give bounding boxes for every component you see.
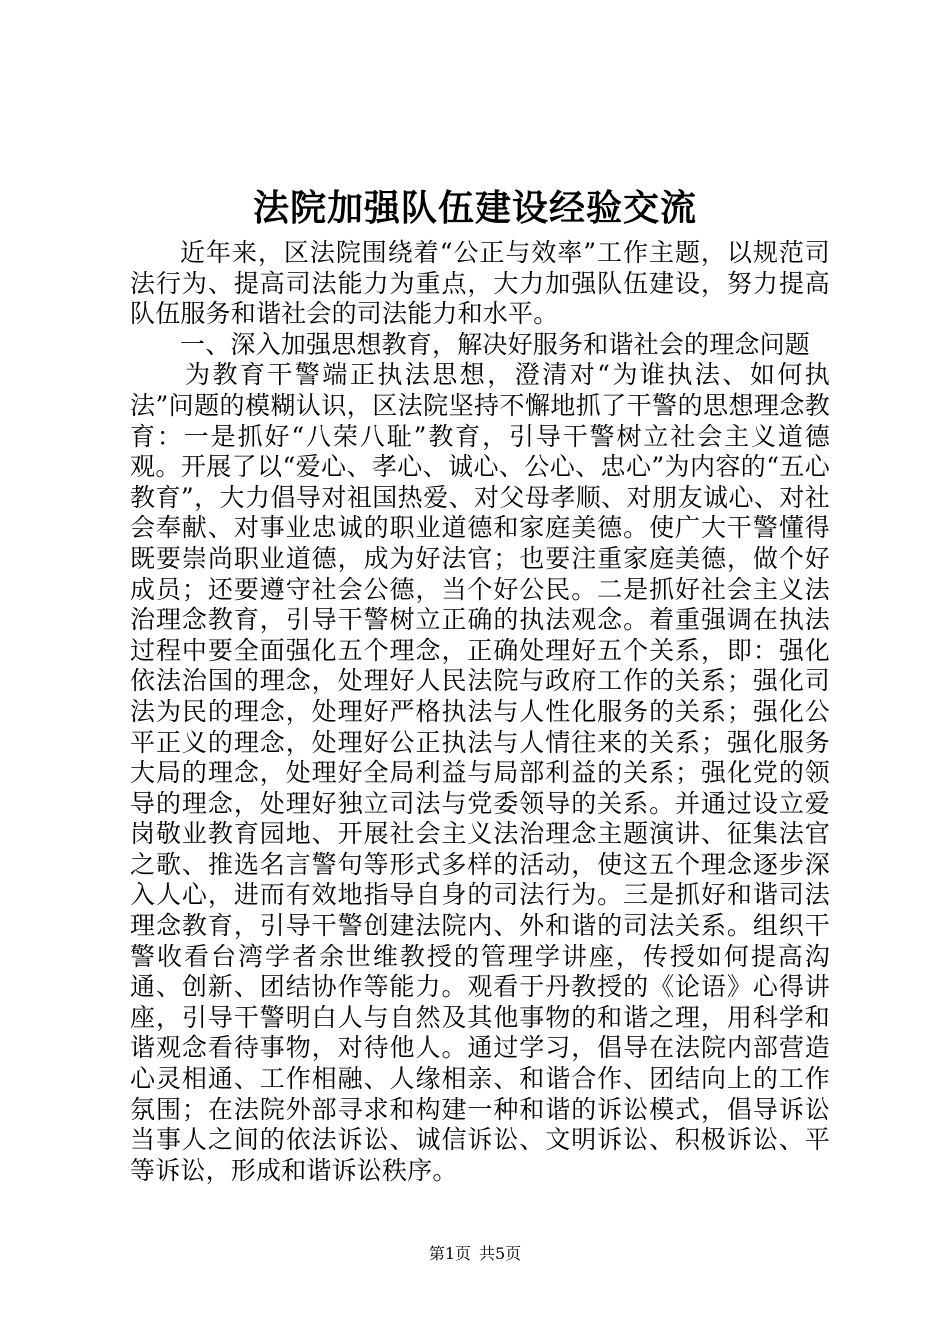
- page-total: 共5页: [479, 1244, 522, 1263]
- page-number: 第1页: [428, 1244, 471, 1263]
- section-heading: 一、深入加强思想教育，解决好服务和谐社会的理念问题: [180, 329, 811, 359]
- intro-paragraph: 近年来，区法院围绕着“公正与效率”工作主题，以规范司法行为、提高司法能力为重点，大力加强队伍建设，努力提高队伍服务和谐社会的司法能力和水平。: [130, 238, 830, 329]
- body-paragraph: 为教育干警端正执法思想，澄清对“为谁执法、如何执法”问题的模糊认识，区法院坚持不懈地抓了干警的思想理念教育：一是抓好“八荣八耻”教育，引导干警树立社会主义道德观。开展了以“爱心、孝心、诚心、公心、忠心”为内容的“五心教育”，大力倡导对祖国热爱、对父母孝顺、对朋友诚心、对社会奉献、对事业忠诚的职业道德和家庭美德。使广大干警懂得既要崇尚职业道德，成为好法官；也要注重家庭美德，做个好成员；还要遵守社会公德，当个好公民。二是抓好社会主义法治理念教育，引导干警树立正确的执法观念。着重强调在执法过程中要全面强化五个理念，正确处理好五个关系，即：强化依法治国的理念，处理好人民法院与政府工作的关系；强化司法为民的理念，处理好严格执法与人性化服务的关系；强化公平正义的理念，处理好公正执法与人情往来的关系；强化服务大局的理念，处理好全局利益与局部利益的关系；强化党的领导的理念，处理好独立司法与党委领导的关系。并通过设立爱岗敬业教育园地、开展社会主义法治理念主题演讲、征集法官之歌、推选名言警句等形式多样的活动，使这五个理念逐步深入人心，进而有效地指导自身的司法行为。三是抓好和谐司法理念教育，引导干警创建法院内、外和谐的司法关系。组织干警收看台湾学者余世维教授的管理学讲座，传授如何提高沟通、创新、团结协作等能力。观看于丹教授的《论语》心得讲座，引导干警明白人与自然及其他事物的和谐之理，用科学和谐观念看待事物，对待他人。通过学习，倡导在法院内部营造心灵相通、工作相融、人缘相亲、和谐合作、团结向上的工作氛围；在法院外部寻求和构建一种和谐的诉讼模式，倡导诉讼当事人之间的依法诉讼、诚信诉讼、文明诉讼、积极诉讼、平等诉讼，形成和谐诉讼秩序。: [130, 360, 830, 1185]
- document-title: 法院加强队伍建设经验交流: [252, 187, 697, 229]
- page-footer: [0, 1243, 950, 1265]
- document-body: [130, 238, 830, 1186]
